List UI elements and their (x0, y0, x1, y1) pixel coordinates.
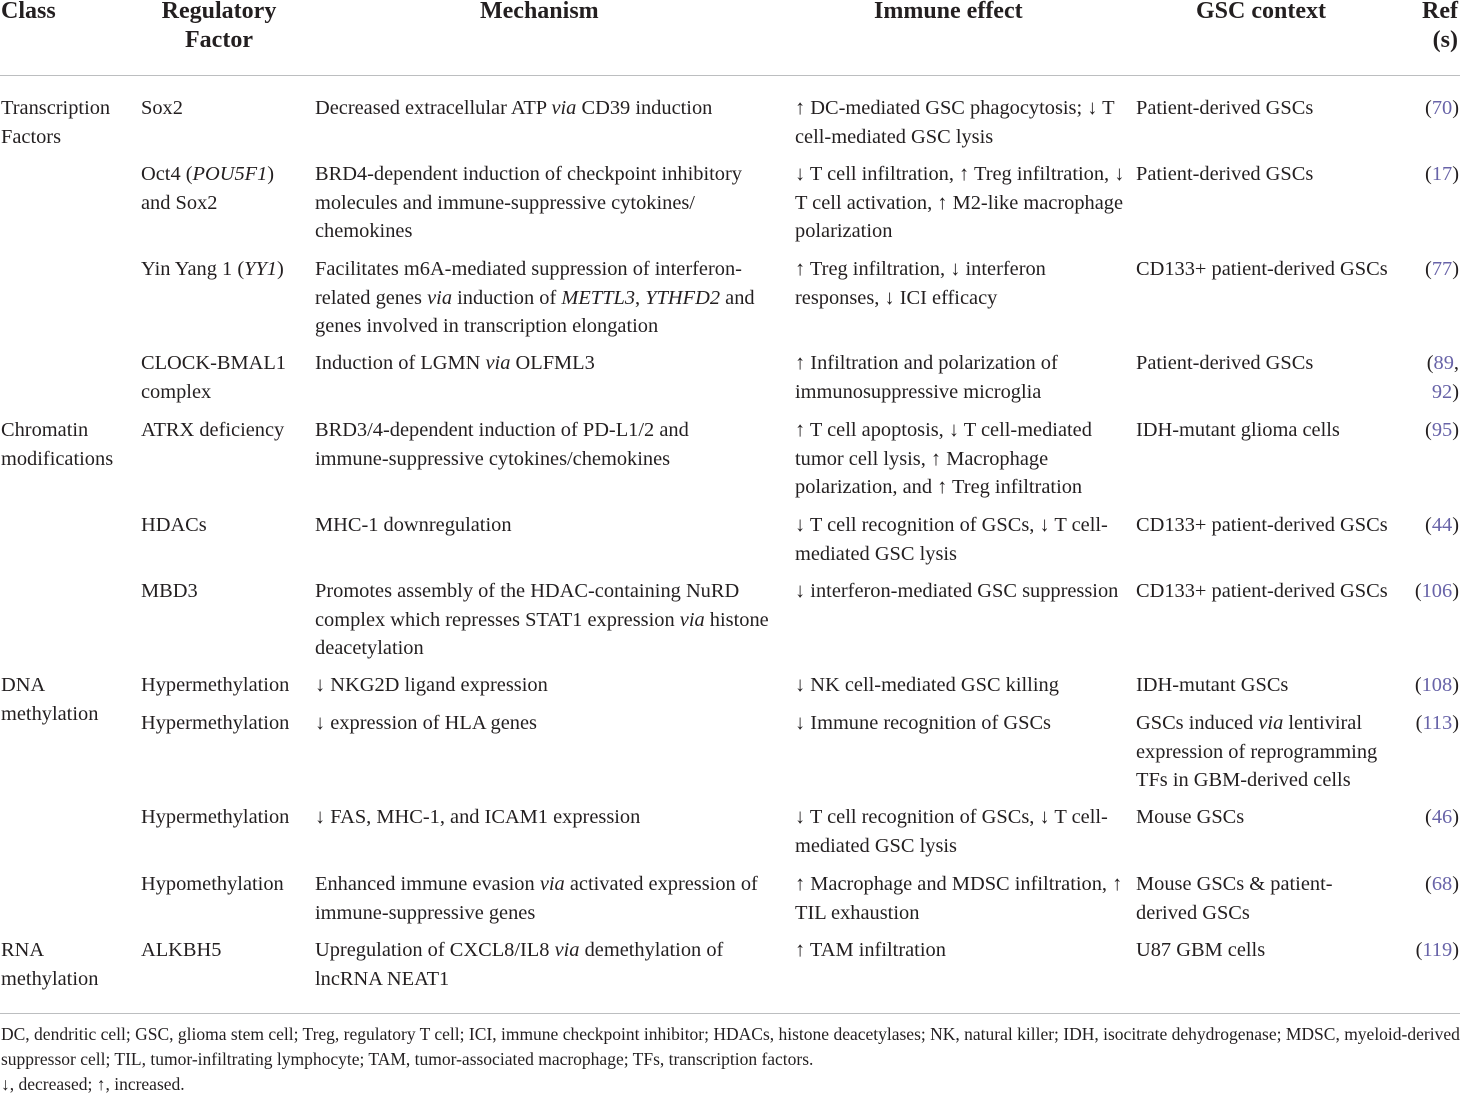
mechanism-cell: ↓ FAS, MHC-1, and ICAM1 expression (315, 806, 641, 828)
factor-cell: HDACs (141, 514, 207, 536)
class-cell: RNA methylation (1, 939, 99, 990)
context-cell: Mouse GSCs & patient-derived GSCs (1136, 873, 1333, 924)
immune-effect-cell: ↓ T cell recognition of GSCs, ↓ T cell-mediated GSC lysis (795, 806, 1108, 857)
context-cell: CD133+ patient-derived GSCs (1136, 258, 1388, 280)
context-cell: IDH-mutant glioma cells (1136, 419, 1340, 441)
factor-cell: MBD3 (141, 580, 198, 602)
ref-link: 95 (1431, 419, 1453, 441)
mechanism-cell: BRD3/4-dependent induction of PD-L1/2 and immune-suppressive cytokines/chemokines (315, 419, 689, 470)
context-cell: U87 GBM cells (1136, 939, 1266, 961)
mechanism-cell: MHC-1 downregulation (315, 514, 512, 536)
ref-link: 68 (1431, 873, 1453, 895)
ref-link: 70 (1431, 97, 1453, 119)
context-cell: Patient-derived GSCs (1136, 163, 1314, 185)
factor-cell: Hypermethylation (141, 806, 290, 828)
footer-divider (0, 1013, 1460, 1014)
immune-effect-cell: ↓ interferon-mediated GSC suppression (795, 580, 1119, 602)
factor-cell: ATRX deficiency (141, 419, 285, 441)
class-cell: Transcription Factors (1, 97, 111, 148)
context-cell: Patient-derived GSCs (1136, 352, 1314, 374)
ref-cell[interactable]: (68) (1425, 873, 1459, 895)
immune-effect-cell: ↑ DC-mediated GSC phagocytosis; ↓ T cell-mediated GSC lysis (795, 97, 1115, 148)
context-cell: IDH-mutant GSCs (1136, 674, 1289, 696)
factor-cell: Yin Yang 1 (YY1) (141, 258, 284, 280)
mechanism-cell: ↓ expression of HLA genes (315, 712, 537, 734)
factor-cell: Hypermethylation (141, 712, 290, 734)
header-ref: Ref (s) (1422, 0, 1458, 53)
header-gsc-context: GSC context (1196, 0, 1326, 24)
context-cell: Patient-derived GSCs (1136, 97, 1314, 119)
mechanism-cell: Induction of LGMN via OLFML3 (315, 352, 595, 374)
context-cell: CD133+ patient-derived GSCs (1136, 580, 1388, 602)
header-mechanism: Mechanism (480, 0, 599, 24)
ref-link: 113 (1422, 712, 1453, 734)
immune-effect-cell: ↑ TAM infiltration (795, 939, 946, 961)
mechanism-cell: Enhanced immune evasion via activated expression of immune-suppressive genes (315, 873, 758, 924)
ref-link: 77 (1431, 258, 1453, 280)
ref-cell[interactable]: (106) (1414, 580, 1459, 602)
ref-link: 44 (1431, 514, 1453, 536)
class-cell: DNA methylation (1, 674, 99, 725)
mechanism-cell: Promotes assembly of the HDAC-containing NuRD complex which represses STAT1 expression via histone deacetylation (315, 580, 769, 660)
table-footnote (1, 1022, 1460, 1097)
context-cell: Mouse GSCs (1136, 806, 1245, 828)
ref-link: 108 (1421, 674, 1453, 696)
header-immune-effect: Immune effect (874, 0, 1023, 24)
ref-cell[interactable]: (108) (1414, 674, 1459, 696)
ref-link: 17 (1431, 163, 1453, 185)
ref-link: 119 (1422, 939, 1453, 961)
immune-effect-cell: ↑ Macrophage and MDSC infiltration, ↑ TIL exhaustion (795, 873, 1123, 924)
factor-cell: Hypermethylation (141, 674, 290, 696)
class-cell: Chromatin modifications (1, 419, 114, 470)
factor-cell: Hypomethylation (141, 873, 284, 895)
ref-cell[interactable]: (17) (1425, 163, 1459, 185)
ref-link: 106 (1421, 580, 1453, 602)
ref-link: 89 (1433, 352, 1454, 374)
ref-cell[interactable]: (44) (1425, 514, 1459, 536)
header-divider (0, 75, 1460, 76)
factor-cell: Sox2 (141, 97, 183, 119)
mechanism-cell: Facilitates m6A-mediated suppression of interferon-related genes via induction of METTL3, YTHFD2 and genes involved in transcription elongation (315, 258, 755, 338)
table-header (0, 0, 1460, 76)
ref-cell[interactable]: (89, 92) (1426, 352, 1459, 403)
immune-effect-cell: ↓ NK cell-mediated GSC killing (795, 674, 1059, 696)
immune-effect-cell: ↓ T cell recognition of GSCs, ↓ T cell-mediated GSC lysis (795, 514, 1108, 565)
ref-cell[interactable]: (113) (1415, 712, 1459, 734)
factor-cell: Oct4 (POU5F1) and Sox2 (141, 163, 275, 214)
mechanism-cell: Upregulation of CXCL8/IL8 via demethylation of lncRNA NEAT1 (315, 939, 724, 990)
immune-effect-cell: ↑ T cell apoptosis, ↓ T cell-mediated tumor cell lysis, ↑ Macrophage polarization, and ↑ Treg infiltration (795, 419, 1092, 499)
immune-effect-cell: ↑ Treg infiltration, ↓ interferon responses, ↓ ICI efficacy (795, 258, 1046, 309)
footnote-arrows: ↓, decreased; ↑, increased. (1, 1074, 185, 1094)
factor-cell: ALKBH5 (141, 939, 222, 961)
ref-cell[interactable]: (119) (1415, 939, 1459, 961)
immune-effect-cell: ↓ Immune recognition of GSCs (795, 712, 1051, 734)
ref-cell[interactable]: (95) (1425, 419, 1459, 441)
context-cell: CD133+ patient-derived GSCs (1136, 514, 1388, 536)
mechanism-cell: Decreased extracellular ATP via CD39 induction (315, 97, 713, 119)
header-class: Class (1, 0, 56, 24)
ref-link: 46 (1431, 806, 1453, 828)
ref-cell[interactable]: (70) (1425, 97, 1459, 119)
ref-cell[interactable]: (46) (1425, 806, 1459, 828)
footnote-abbreviations: DC, dendritic cell; GSC, glioma stem cell; Treg, regulatory T cell; ICI, immune checkpoint inhibitor; HDACs, histone deacetylases; NK, natural killer; IDH, isocitrate dehydrogenase; MDSC, myeloid-derived suppressor cell; TIL, tumor-infiltrating lymphocyte; TAM, tumor-associated macrophage; TFs, transcription factors. (1, 1024, 1460, 1069)
ref-link: 92 (1431, 380, 1453, 403)
mechanism-cell: BRD4-dependent induction of checkpoint inhibitory molecules and immune-suppressive cytokines/ chemokines (315, 163, 742, 243)
immune-effect-cell: ↑ Infiltration and polarization of immunosuppressive microglia (795, 352, 1058, 403)
immune-effect-cell: ↓ T cell infiltration, ↑ Treg infiltration, ↓ T cell activation, ↑ M2-like macrophage polarization (795, 163, 1125, 243)
context-cell: GSCs induced via lentiviral expression of reprogramming TFs in GBM-derived cells (1136, 712, 1378, 792)
mechanism-cell: ↓ NKG2D ligand expression (315, 674, 548, 696)
factor-cell: CLOCK-BMAL1 complex (141, 352, 287, 403)
ref-cell[interactable]: (77) (1425, 258, 1459, 280)
header-regulatory-factor: Regulatory Factor (161, 0, 277, 53)
